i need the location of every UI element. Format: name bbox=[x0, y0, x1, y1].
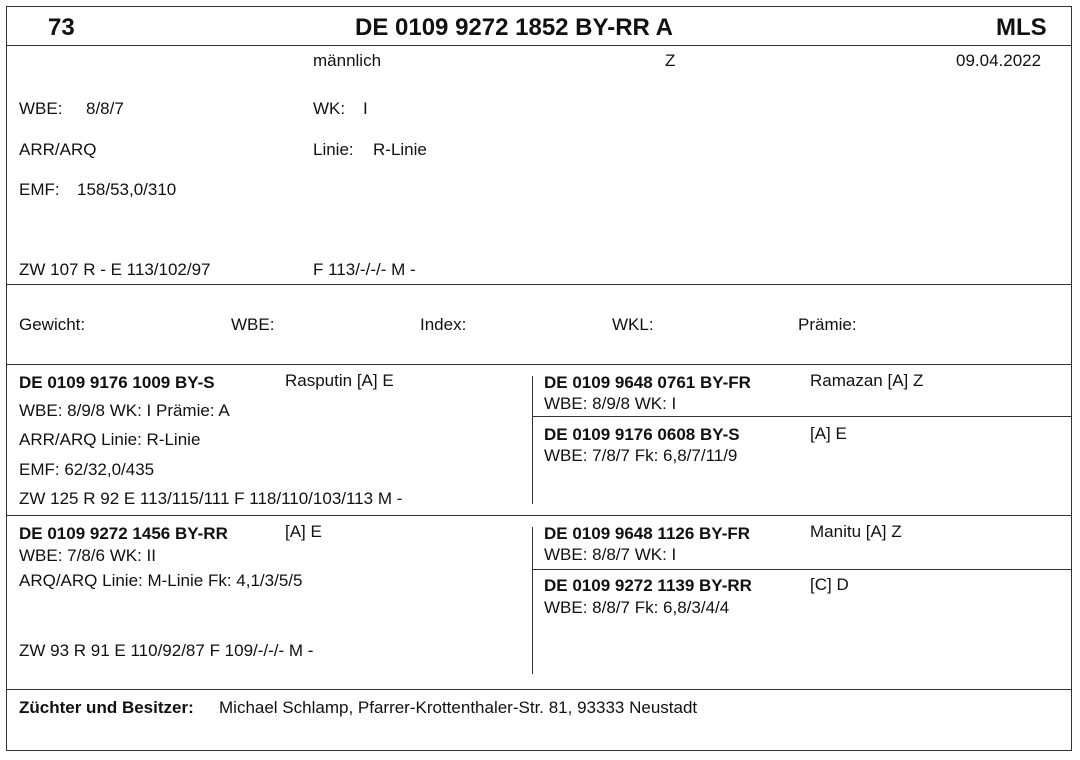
dam-line: ARQ/ARQ Linie: M-Linie Fk: 4,1/3/5/5 bbox=[19, 571, 303, 590]
zw-value: ZW 107 R - E 113/102/97 bbox=[19, 260, 211, 279]
sire-dam-line: WBE: 7/8/7 Fk: 6,8/7/11/9 bbox=[544, 446, 738, 465]
linie-label: Linie: bbox=[313, 140, 354, 159]
owner-label: Züchter und Besitzer: bbox=[19, 698, 194, 717]
grandparent-divider bbox=[532, 569, 1072, 570]
mark: Z bbox=[665, 51, 676, 70]
owner-value: Michael Schlamp, Pfarrer-Krottenthaler-Str. 81, 93333 Neustadt bbox=[219, 698, 698, 717]
dam-sire-id: DE 0109 9648 1126 BY-FR bbox=[544, 524, 751, 543]
sire-sire-name: Ramazan [A] Z bbox=[810, 371, 924, 390]
wk-value: I bbox=[363, 99, 368, 118]
sire-line: WBE: 8/9/8 WK: I Prämie: A bbox=[19, 401, 230, 420]
wbe-label: WBE: bbox=[19, 99, 63, 118]
wbe-value: 8/8/7 bbox=[86, 99, 124, 118]
sire-line: ZW 125 R 92 E 113/115/111 F 118/110/103/113 M - bbox=[19, 489, 403, 508]
section-divider bbox=[6, 515, 1072, 516]
emf-value: 158/53,0/310 bbox=[77, 180, 177, 199]
dam-dam-line: WBE: 8/8/7 Fk: 6,8/3/4/4 bbox=[544, 598, 730, 617]
sire-sire-line: WBE: 8/9/8 WK: I bbox=[544, 394, 677, 413]
pedigree-column-divider bbox=[532, 527, 533, 674]
section-divider bbox=[6, 284, 1072, 285]
wk-label: WK: bbox=[313, 99, 346, 118]
sire-id: DE 0109 9176 1009 BY-S bbox=[19, 373, 215, 392]
sire-dam-id: DE 0109 9176 0608 BY-S bbox=[544, 425, 740, 444]
dam-name: [A] E bbox=[285, 522, 322, 541]
pedigree-column-divider bbox=[532, 376, 533, 504]
sire-name: Rasputin [A] E bbox=[285, 371, 394, 390]
dam-dam-name: [C] D bbox=[810, 575, 849, 594]
birth-date: 09.04.2022 bbox=[956, 51, 1042, 70]
section-divider bbox=[6, 364, 1072, 365]
index-label: Index: bbox=[420, 315, 467, 334]
dam-line: WBE: 7/8/6 WK: II bbox=[19, 546, 156, 565]
dam-sire-line: WBE: 8/8/7 WK: I bbox=[544, 545, 677, 564]
animal-id: DE 0109 9272 1852 BY-RR A bbox=[355, 14, 673, 41]
sex: männlich bbox=[313, 51, 382, 70]
catalog-number: 73 bbox=[48, 14, 75, 41]
header-divider bbox=[6, 45, 1072, 46]
dam-dam-id: DE 0109 9272 1139 BY-RR bbox=[544, 576, 752, 595]
sire-dam-name: [A] E bbox=[810, 424, 847, 443]
gewicht-label: Gewicht: bbox=[19, 315, 86, 334]
f-value: F 113/-/-/- M - bbox=[313, 260, 416, 279]
section-divider bbox=[6, 689, 1072, 690]
sire-sire-id: DE 0109 9648 0761 BY-FR bbox=[544, 373, 751, 392]
emf-label: EMF: bbox=[19, 180, 60, 199]
linie-value: R-Linie bbox=[373, 140, 427, 159]
eval-wbe-label: WBE: bbox=[231, 315, 275, 334]
praemie-label: Prämie: bbox=[798, 315, 857, 334]
dam-line: ZW 93 R 91 E 110/92/87 F 109/-/-/- M - bbox=[19, 641, 314, 660]
sire-line: ARR/ARQ Linie: R-Linie bbox=[19, 430, 201, 449]
wkl-label: WKL: bbox=[612, 315, 654, 334]
dam-id: DE 0109 9272 1456 BY-RR bbox=[19, 524, 228, 543]
dam-sire-name: Manitu [A] Z bbox=[810, 522, 902, 541]
breed-code: MLS bbox=[996, 14, 1047, 41]
genotype: ARR/ARQ bbox=[19, 140, 97, 159]
grandparent-divider bbox=[532, 416, 1072, 417]
sire-line: EMF: 62/32,0/435 bbox=[19, 460, 155, 479]
